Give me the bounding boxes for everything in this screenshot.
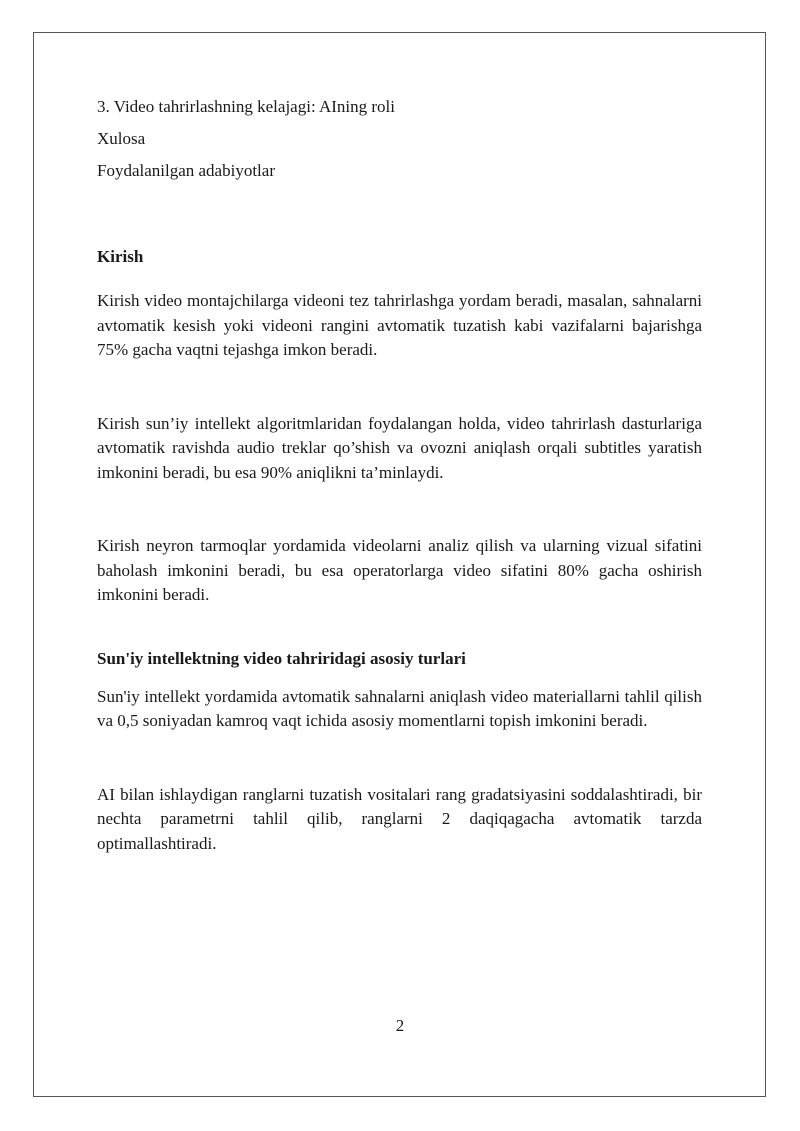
section-heading-introduction: Kirish [97,247,144,266]
paragraph: Kirish neyron tarmoqlar yordamida videolarni analiz qilish va ularning vizual sifatini baholash imkonini beradi, bu esa operatorlarga video sifatini 80% gacha oshirish imkonini beradi. [97,536,702,604]
page-content [97,96,702,856]
paragraph: Sun'iy intellekt yordamida avtomatik sahnalarni aniqlash video materiallarni tahlil qilish va 0,5 soniyadan kamroq vaqt ichida asosiy momentlarni topish imkonini beradi. [97,686,702,730]
toc-item-references: Foydalanilgan adabiyotlar [97,161,275,180]
page-number: 2 [395,1016,405,1035]
paragraph: Kirish sun’iy intellekt algoritmlaridan foydalangan holda, video tahrirlash dasturlariga avtomatik ravishda audio treklar qo’shish va ovozni aniqlash orqali subtitles yaratish imkonini beradi, bu esa 90% aniqlikni ta’minlaydi. [97,413,702,482]
toc-item-future-ai: 3. Video tahrirlashning kelajagi: AIning roli [97,97,395,116]
paragraph: Kirish video montajchilarga videoni tez tahrirlashga yordam beradi, masalan, sahnalarni avtomatik kesish yoki videoni rangini avtomatik tuzatish kabi vazifalarni bajarishga 75% gacha vaqtni tejashga imkon beradi. [97,291,702,359]
paragraph: AI bilan ishlaydigan ranglarni tuzatish vositalari rang gradatsiyasini soddalashtiradi, bir nechta parametrni tahlil qilib, ranglarni 2 daqiqagacha avtomatik tarzda optimallashtiradi. [97,784,702,853]
toc-item-conclusion: Xulosa [97,129,146,148]
section-heading-main-types: Sun'iy intellektning video tahriridagi asosiy turlari [97,648,466,668]
